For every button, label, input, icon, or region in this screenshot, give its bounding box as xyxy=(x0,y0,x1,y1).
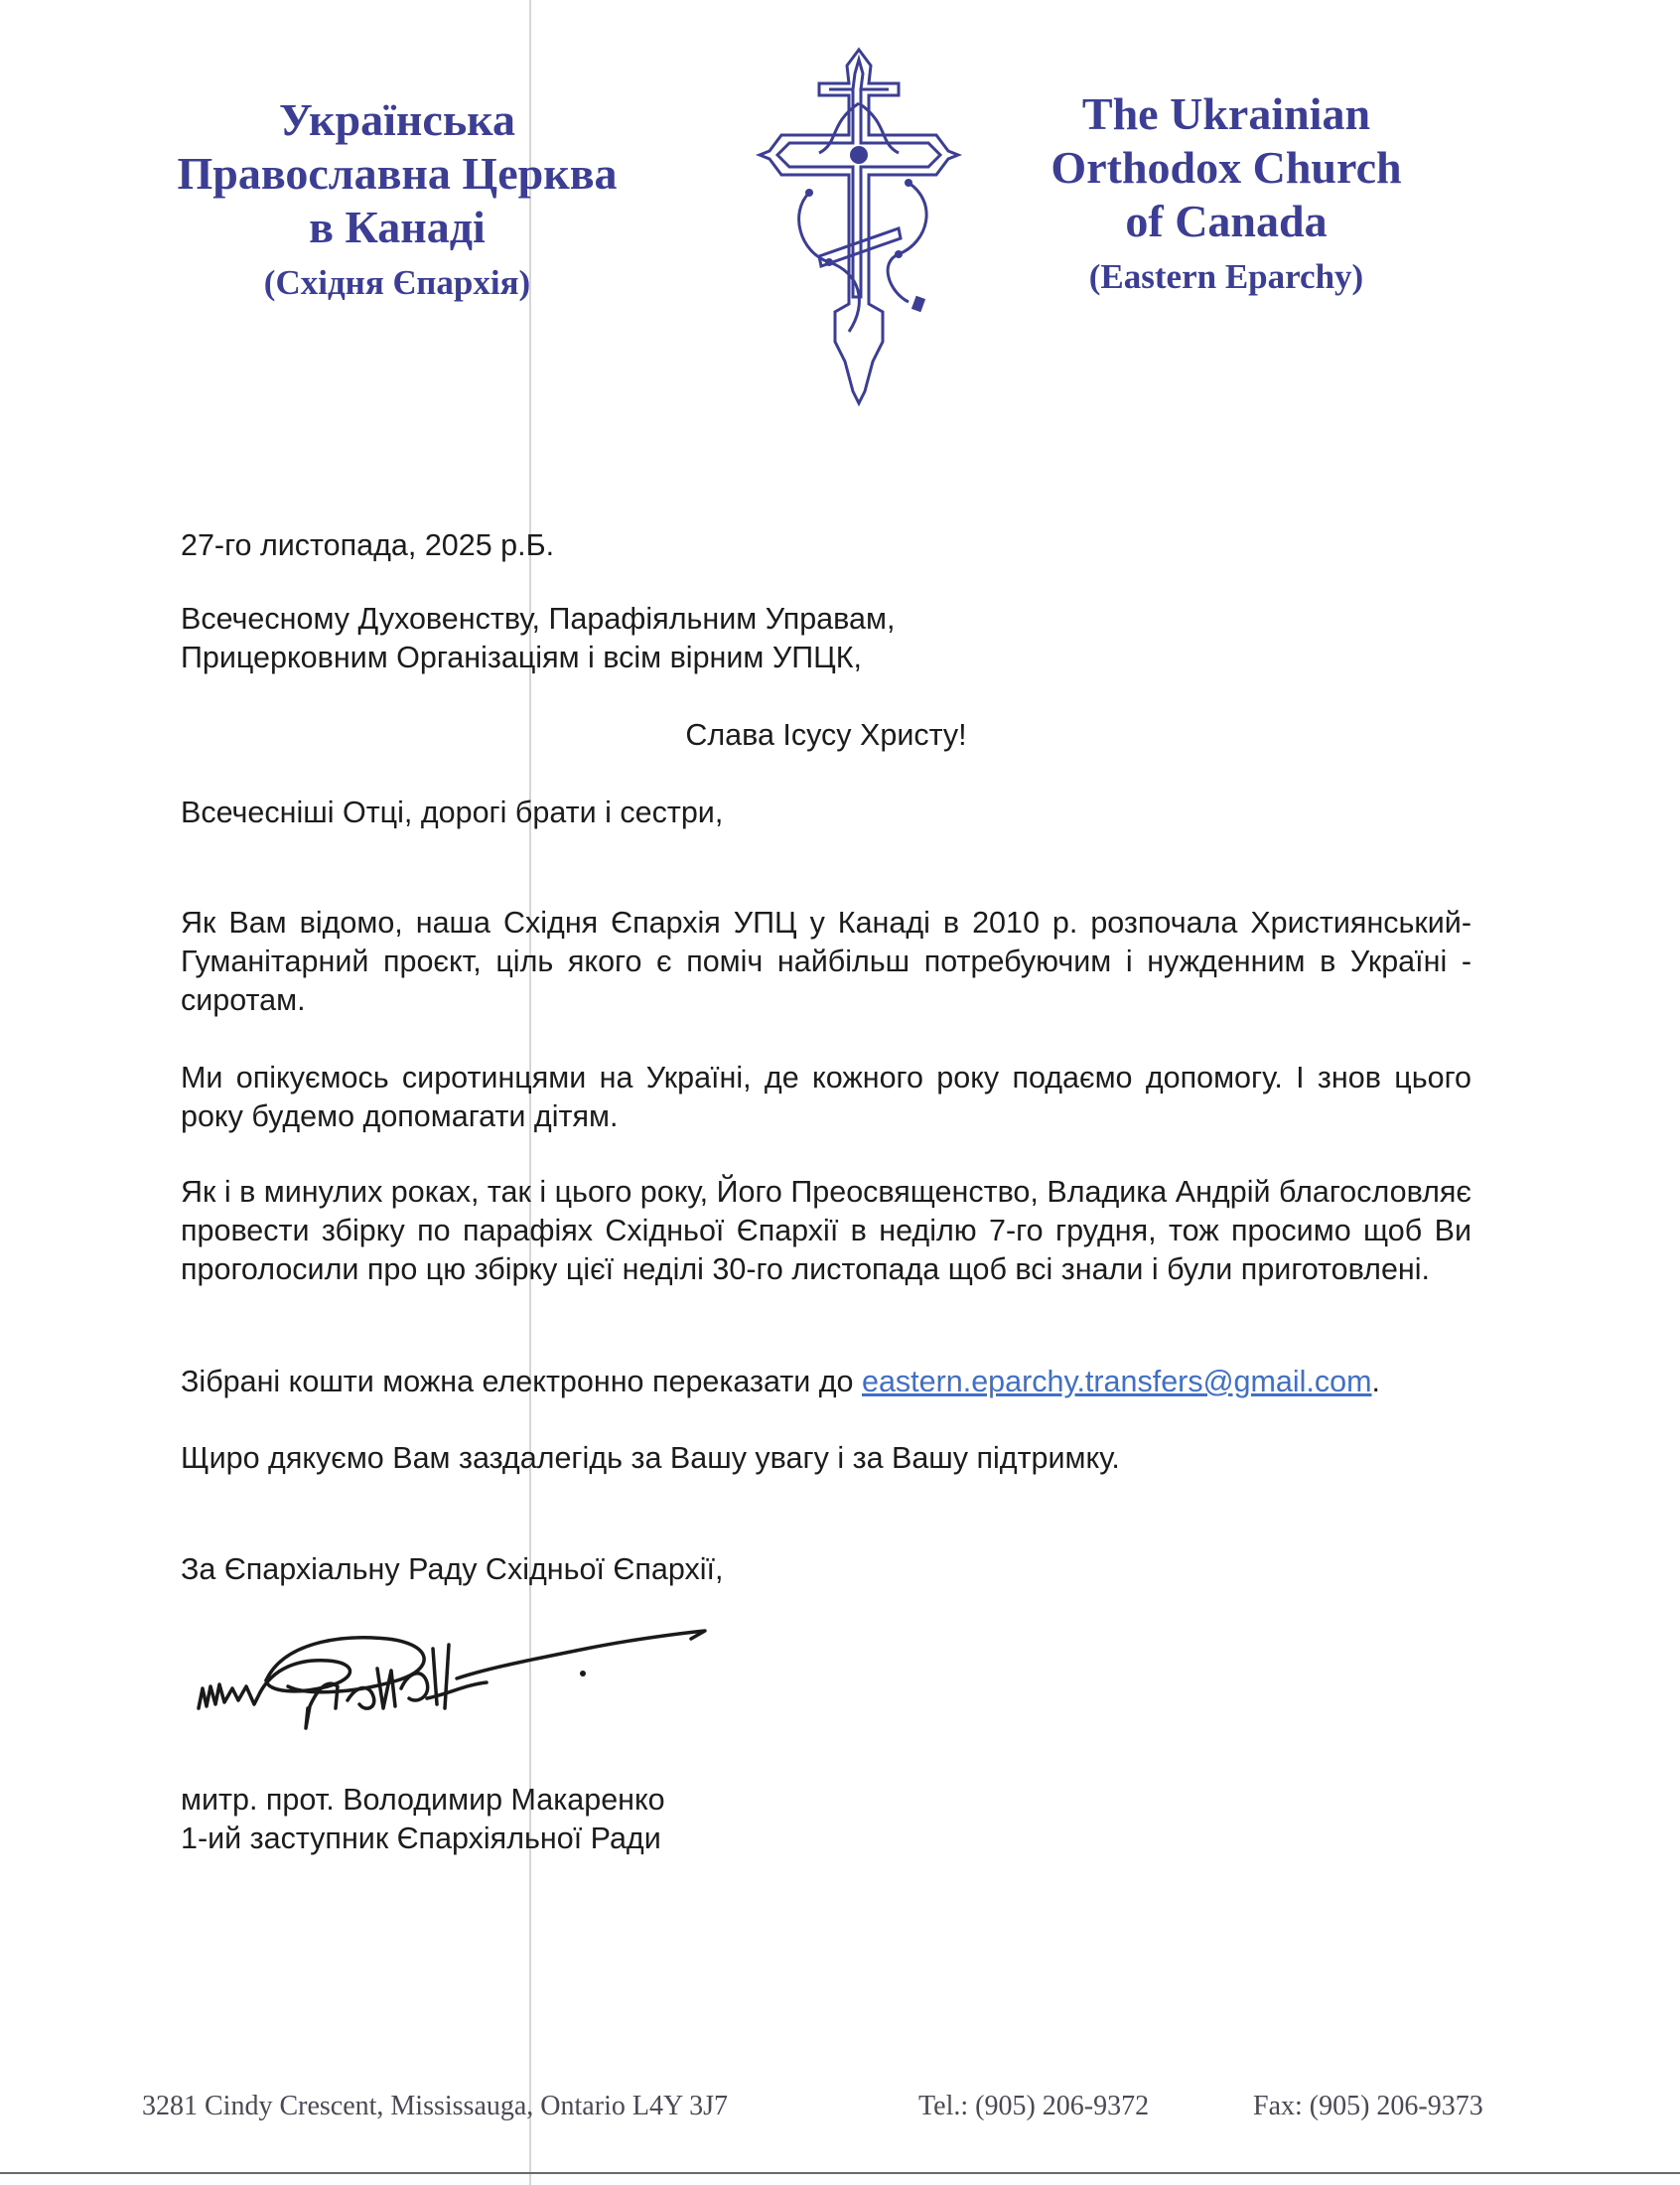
bottom-rule xyxy=(0,2172,1680,2174)
signer-block xyxy=(181,1781,1471,1858)
letter-salutation: Всечесніші Отці, дорогі брати і сестри, xyxy=(181,796,724,829)
letter-greeting: Слава Ісусу Христу! xyxy=(685,718,967,752)
paragraph-orphans: Ми опікуємось сиротинцями на Україні, де кожного року подаємо допомогу. І знов цього року будемо допомагати дітям. xyxy=(181,1061,1471,1133)
letterhead-en-line1: The Ukrainian xyxy=(1081,88,1371,139)
signer-name: митр. прот. Володимир Макаренко xyxy=(181,1783,665,1817)
letterhead-ua-line1: Українська xyxy=(279,94,515,145)
letterhead-ua-line2: Православна Церква xyxy=(177,148,618,199)
letterhead-en-line4: (Eastern Eparchy) xyxy=(1088,257,1364,296)
paragraph-thanks: Щиро дякуємо Вам заздалегідь за Вашу увагу і за Вашу підтримку. xyxy=(181,1441,1120,1475)
footer-telephone: Tel.: (905) 206-9372 xyxy=(918,2091,1150,2121)
addressee-line-1: Всечесному Духовенству, Парафіяльним Управам, xyxy=(181,602,896,636)
transfer-text: Зібрані кошти можна електронно переказати до xyxy=(181,1365,862,1398)
letterhead-ukrainian xyxy=(119,93,675,304)
addressee-line-2: Прицерковним Організаціям і всім вірним УПЦК, xyxy=(181,641,862,674)
paragraph-transfer xyxy=(181,1363,1471,1401)
letter-addressee xyxy=(181,600,1471,677)
letterhead-ua-line3: в Канаді xyxy=(309,202,486,252)
footer-address: 3281 Cindy Crescent, Mississauga, Ontario L4Y 3J7 xyxy=(142,2091,729,2121)
letterhead-en-line2: Orthodox Church xyxy=(1050,142,1402,193)
transfer-period: . xyxy=(1371,1365,1380,1398)
paragraph-project: Як Вам відомо, наша Східня Єпархія УПЦ у Канаді в 2010 р. розпочала Християнський-Гуманітарний проєкт, ціль якого є поміч найбільш потребуючим і нужденним в Україні - сиротам. xyxy=(181,906,1471,1017)
letterhead-english xyxy=(1008,87,1445,298)
handwritten-signature xyxy=(189,1609,725,1748)
letterhead-en-line3: of Canada xyxy=(1125,196,1328,246)
signer-title: 1-ий заступник Єпархіяльної Ради xyxy=(181,1821,661,1855)
paragraph-collection: Як і в минулих роках, так і цього року, Його Преосвященство, Владика Андрій благословляє провести збірку по парафіях Східньої Єпархії в неділю 7-го грудня, тож просимо щоб Ви проголосили про цю збірку цієї неділі 30-го листопада щоб всі знали і були приготовлені. xyxy=(181,1175,1471,1286)
letterhead-ua-line4: (Східня Єпархія) xyxy=(263,263,531,302)
letter-date: 27-го листопада, 2025 р.Б. xyxy=(181,528,555,562)
letter-closing: За Єпархіальну Раду Східньої Єпархії, xyxy=(181,1552,724,1586)
email-link[interactable]: eastern.eparchy.transfers@gmail.com xyxy=(862,1365,1372,1398)
orthodox-cross-icon xyxy=(750,44,968,411)
footer-fax: Fax: (905) 206-9373 xyxy=(1253,2091,1483,2121)
